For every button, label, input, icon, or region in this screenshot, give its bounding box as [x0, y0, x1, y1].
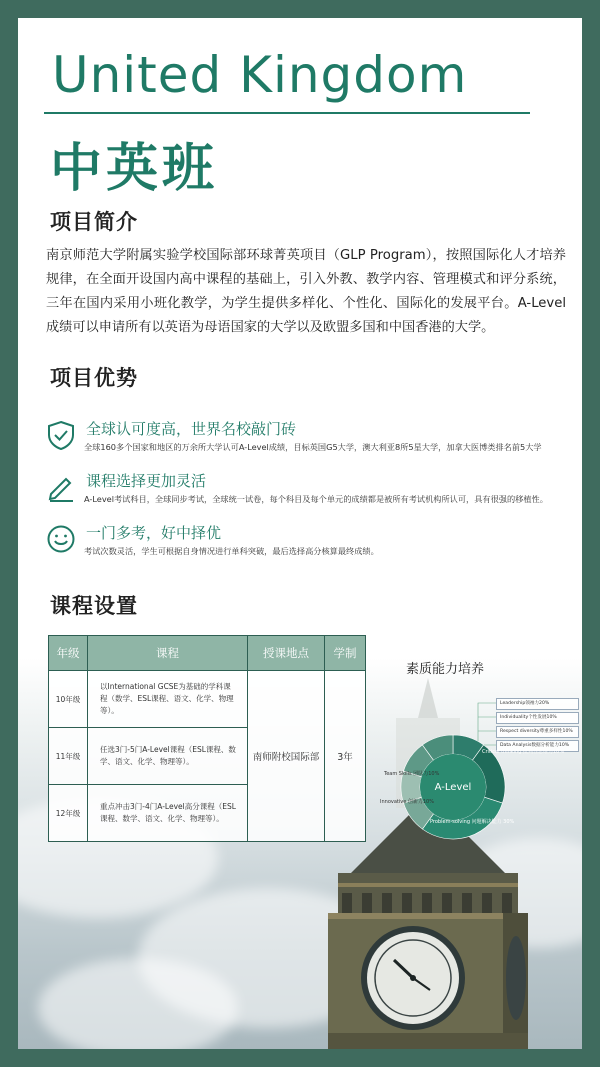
- grade-cell: 11年级: [49, 728, 88, 785]
- skills-heading: 素质能力培养: [406, 662, 485, 677]
- advantage-desc: 考试次数灵活，学生可根据自身情况进行单科突破，最后选择高分核算最终成绩。: [84, 546, 379, 556]
- table-row: [49, 671, 366, 728]
- course-cell: 任选3门-5门A-Level课程（ESL课程、数学、语文、化学、物理等）。: [88, 728, 248, 785]
- shield-check-icon: [46, 420, 76, 450]
- course-table: [48, 635, 366, 842]
- poster-page: [18, 18, 582, 1049]
- grade-cell: 12年级: [49, 785, 88, 842]
- advantages-heading: 项目优势: [50, 366, 138, 390]
- location-cell: 南师附校国际部: [248, 671, 325, 842]
- advantage-title: 一门多考，好中择优: [86, 524, 222, 542]
- advantage-desc: 全球160多个国家和地区的万余所大学认可A-Level成绩，目标英国G5大学，澳大利亚8所5星大学，加拿大医博类排名前5大学: [84, 442, 542, 452]
- donut-label-critical: Critical thinking 批判性思维力10%: [482, 749, 565, 755]
- duration-cell: 3年: [325, 671, 366, 842]
- intro-text: 南京师范大学附属实验学校国际部环球菁英项目（GLP Program），按照国际化人才培养规律，在全面开设国内高中课程的基础上，引入外教、教学内容、管理模式和评分系统，三年在国内采用小班化教学，为学生提供多样化、个性化、国际化的发展平台。A-Level成绩可以申请所有以英语为母语国家的大学以及欧盟多国和中国香港的大学。: [46, 248, 566, 335]
- skill-box-3: Respect diversity尊重多样性10%: [496, 726, 579, 738]
- advantage-title: 课程选择更加灵活: [86, 472, 207, 490]
- header-grade: 年级: [49, 636, 88, 671]
- advantage-desc: A-Level考试科目，全球同步考试，全球统一试卷，每个科目及每个单元的成绩都是被所有考试机构所认可，具有很强的移植性。: [84, 494, 548, 504]
- header-location: 授课地点: [248, 636, 325, 671]
- smile-icon: [46, 524, 76, 554]
- skill-box-2: Individuality个性发展10%: [496, 712, 579, 724]
- table-header-row: [49, 636, 366, 671]
- donut-label-team: Team Skills 团队力10%: [384, 771, 440, 777]
- donut-center-label: A-Level: [434, 782, 472, 793]
- title-chinese: 中英班: [50, 139, 219, 199]
- pencil-icon: [46, 472, 76, 502]
- title-divider: [44, 112, 530, 114]
- skill-box-4: Data Analysis数据分析能力10%: [496, 740, 579, 752]
- courses-heading: 课程设置: [50, 594, 138, 618]
- grade-cell: 10年级: [49, 671, 88, 728]
- skill-box-1: Leadership领袖力20%: [496, 698, 579, 710]
- course-cell: 以International GCSE为基础的学科课程（数学、ESL课程、语文、化学、物理等）。: [88, 671, 248, 728]
- donut-label-problem: Problem-solving 问题解决能力 30%: [430, 819, 515, 825]
- course-cell: 重点冲击3门-4门A-Level高分课程（ESL课程、数学、语文、化学、物理等）。: [88, 785, 248, 842]
- donut-label-innovative: Innovative 创新力10%: [380, 799, 434, 805]
- header-course: 课程: [88, 636, 248, 671]
- advantage-title: 全球认可度高，世界名校敲门砖: [86, 420, 297, 438]
- header-duration: 学制: [325, 636, 366, 671]
- title-english: United Kingdom: [52, 46, 468, 104]
- intro-heading: 项目简介: [50, 210, 138, 234]
